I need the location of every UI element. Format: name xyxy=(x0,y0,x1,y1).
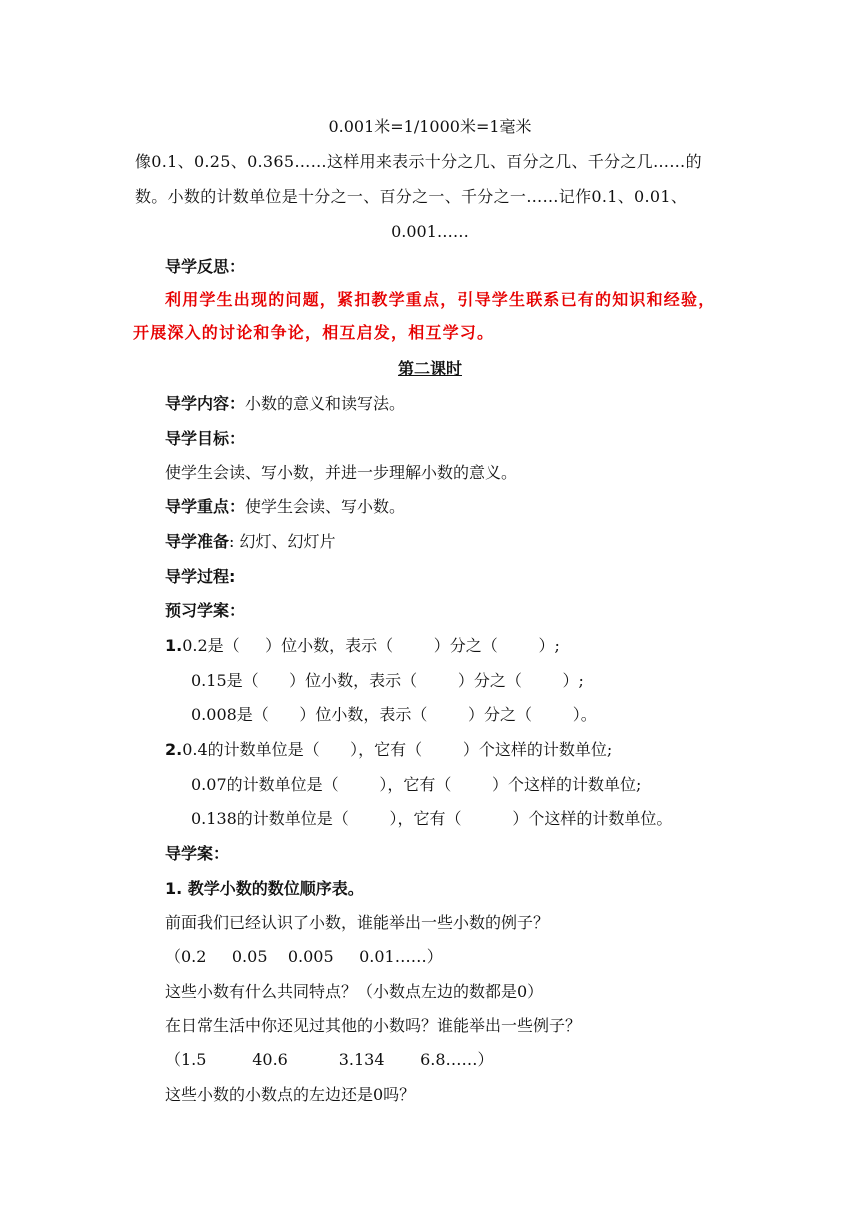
question-2-a: 0.4的计数单位是（ ），它有（ ）个这样的计数单位; xyxy=(182,740,613,759)
question-1-b: 0.15是（ ）位小数，表示（ ）分之（ ）; xyxy=(191,671,584,690)
guide-text-4: 在日常生活中你还见过其他的小数吗？谁能举出一些例子？ xyxy=(165,1016,582,1035)
prep-row xyxy=(165,532,336,552)
question-2-c: 0.138的计数单位是（ ），它有（ ）个这样的计数单位。 xyxy=(191,809,673,828)
content-row xyxy=(165,394,405,414)
definition-line-2: 数。小数的计数单位是十分之一、百分之一、千分之一……记作0.1、0.01、 xyxy=(135,187,688,206)
guide-text-3: 这些小数有什么共同特点？（小数点左边的数都是0） xyxy=(165,982,544,1001)
key-row xyxy=(165,497,405,517)
formula-line: 0.001米=1/1000米=1毫米 xyxy=(328,117,532,136)
guide-label: 导学案： xyxy=(165,844,230,863)
reflection-text-2: 开展深入的讨论和争论，相互启发，相互学习。 xyxy=(133,323,495,342)
guide-text-6: 这些小数的小数点的左边还是0吗？ xyxy=(165,1085,416,1104)
content-text: 小数的意义和读写法。 xyxy=(245,394,406,413)
content-label: 导学内容： xyxy=(165,394,246,413)
reflection-text-1: 利用学生出现的问题，紧扣教学重点，引导学生联系已有的知识和经验， xyxy=(165,290,716,309)
question-2-b: 0.07的计数单位是（ ），它有（ ）个这样的计数单位; xyxy=(191,775,642,794)
reflection-label: 导学反思： xyxy=(165,257,246,276)
goal-text: 使学生会读、写小数，并进一步理解小数的意义。 xyxy=(165,463,518,482)
question-1-a: 0.2是（ ）位小数，表示（ ）分之（ ）; xyxy=(182,636,560,655)
question-1-number: 1. xyxy=(165,636,183,655)
question-2 xyxy=(165,740,612,760)
goal-label: 导学目标： xyxy=(165,429,246,448)
guide-item-1: 1. 教学小数的数位顺序表。 xyxy=(165,879,364,898)
guide-text-1: 前面我们已经认识了小数，谁能举出一些小数的例子？ xyxy=(165,913,550,932)
question-1-c: 0.008是（ ）位小数，表示（ ）分之（ ）。 xyxy=(191,705,597,724)
key-label: 导学重点： xyxy=(165,497,246,516)
preview-label: 预习学案： xyxy=(165,601,246,620)
definition-line-1: 像0.1、0.25、0.365……这样用来表示十分之几、百分之几、千分之几……的 xyxy=(135,152,702,171)
lesson-title: 第二课时 xyxy=(397,359,462,378)
question-2-number: 2. xyxy=(165,740,183,759)
prep-label: 导学准备 xyxy=(165,532,230,551)
question-1 xyxy=(165,636,560,656)
key-text: 使学生会读、写小数。 xyxy=(245,497,406,516)
guide-text-2: （0.2 0.05 0.005 0.01……） xyxy=(165,947,443,966)
prep-text: : 幻灯、幻灯片 xyxy=(229,532,336,551)
definition-line-3: 0.001…… xyxy=(391,222,469,241)
process-label: 导学过程: xyxy=(165,567,236,586)
guide-text-5: （1.5 40.6 3.134 6.8……） xyxy=(165,1050,494,1069)
